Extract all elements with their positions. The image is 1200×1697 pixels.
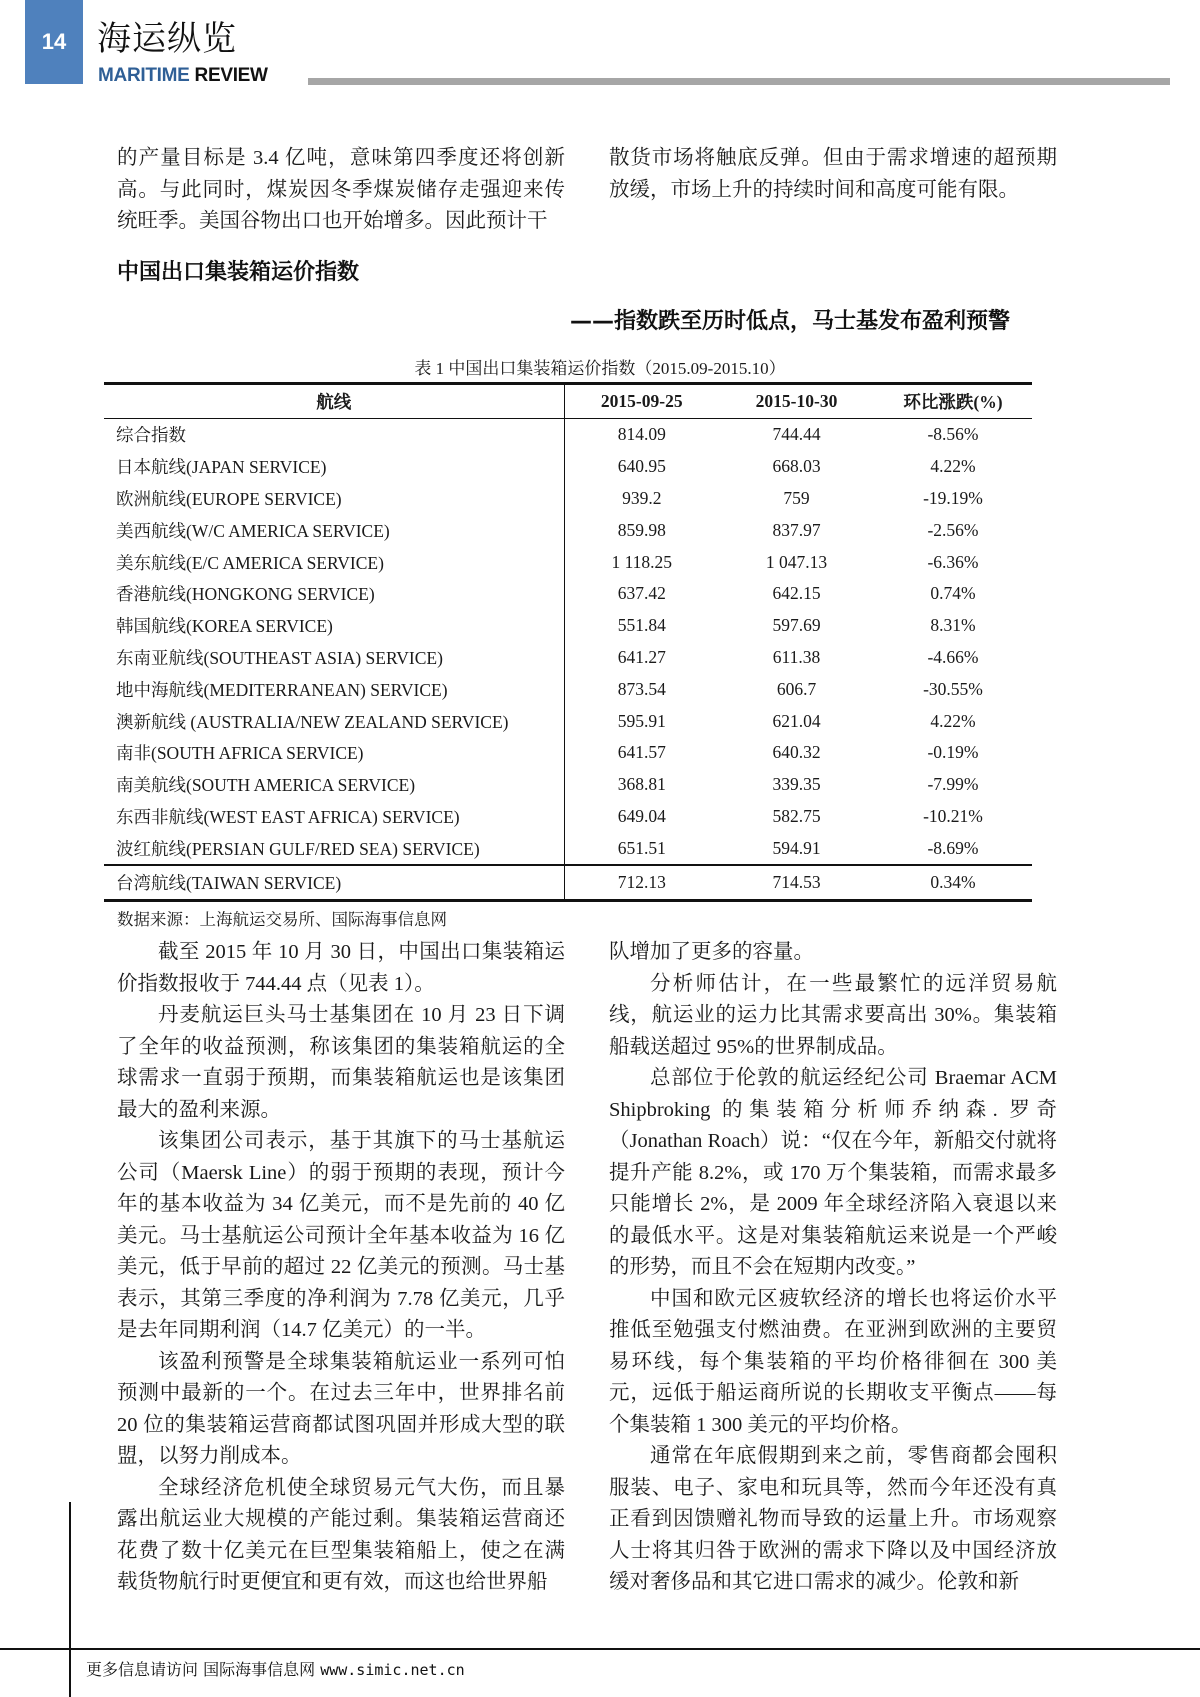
table-row	[104, 673, 1032, 705]
table-row	[104, 546, 1032, 578]
cell-value-2015-09-25: 368.81	[617, 774, 666, 795]
footer-text: 更多信息请访问 国际海事信息网	[86, 1660, 316, 1679]
footer-url-link[interactable]: www.simic.net.cn	[320, 1661, 465, 1679]
cell-value-2015-10-30: 640.32	[772, 742, 821, 763]
section-title: 中国出口集装箱运价指数	[117, 260, 360, 285]
paragraph: 该集团公司表示，基于其旗下的马士基航运公司（Maersk Line）的弱于预期的表现，预计今年的基本收益为 34 亿美元，而不是先前的 40 亿美元。马士基航运公司预计全年基本收益为 16 亿美元，低于早前的超过 22 亿美元的预测。马士基表示，其第三季度的净利润为 7.78 亿美元，几乎是去年同期利润（14.7 亿美元）的一半。	[117, 1130, 565, 1341]
footer-vertical-rule	[69, 1502, 71, 1697]
paragraph: 分析师估计，在一些最繁忙的远洋贸易航线，航运业的运力比其需求要高出 30%。集装箱船载送超过 95%的世界制成品。	[609, 972, 1057, 1058]
cell-value-2015-10-30: 714.53	[719, 865, 874, 901]
paragraph: 总部位于伦敦的航运经纪公司 Braemar ACM Shipbroking 的集装箱分析师乔纳森. 罗奇（Jonathan Roach）说：“仅在今年，新船交付就将提升产能 8.2%，或 170 万个集装箱，而需求最多只能增长 2%，是 2009 年全球经济陷入衰退以来的最低水平。这是对集装箱航运来说是一个严峻的形势，而且不会在短期内改变。”	[609, 1067, 1057, 1278]
cell-route: 波红航线(PERSIAN GULF/RED SEA) SERVICE)	[104, 832, 564, 865]
cell-value-2015-09-25: 814.09	[617, 424, 666, 445]
paragraph: 散货市场将触底反弹。但由于需求增速的超预期放缓，市场上升的持续时间和高度可能有限。	[609, 147, 1057, 201]
table-row	[104, 578, 1032, 610]
cell-change-percent: -8.69%	[927, 837, 979, 858]
table-row	[104, 419, 1032, 451]
cell-route: 东南亚航线(SOUTHEAST ASIA) SERVICE)	[104, 642, 564, 674]
column-header-date1: 2015-09-25	[564, 384, 719, 419]
table-header-row	[104, 384, 1032, 419]
column-header-change: 环比涨跌(%)	[874, 384, 1032, 419]
paragraph: 该盈利预警是全球集装箱航运业一系列可怕预测中最新的一个。在过去三年中，世界排名前 20 位的集装箱运营商都试图巩固并形成大型的联盟，以努力削成本。	[117, 1350, 565, 1467]
cell-value-2015-09-25: 641.57	[617, 742, 666, 763]
table-row	[104, 769, 1032, 801]
cell-change-percent: -2.56%	[927, 519, 979, 540]
magazine-title: 海运纵览	[97, 19, 237, 59]
cell-value-2015-09-25: 651.51	[617, 837, 666, 858]
section-subtitle: ——指数跌至历时低点，马士基发布盈利预警	[569, 309, 1010, 334]
body-right-column	[609, 937, 1057, 1599]
page-number: 14	[41, 29, 67, 54]
cell-route: 美东航线(E/C AMERICA SERVICE)	[104, 546, 564, 578]
cell-value-2015-09-25: 1 118.25	[611, 551, 673, 572]
body-left-column	[117, 937, 565, 1599]
table-caption: 表 1 中国出口集装箱运价指数（2015.09-2015.10）	[414, 359, 786, 378]
cell-route: 美西航线(W/C AMERICA SERVICE)	[104, 514, 564, 546]
cell-route: 澳新航线 (AUSTRALIA/NEW ZEALAND SERVICE)	[104, 705, 564, 737]
cell-change-percent: 0.34%	[874, 865, 1032, 901]
cell-value-2015-09-25: 595.91	[617, 710, 666, 731]
cell-value-2015-10-30: 597.69	[772, 615, 821, 636]
cell-route: 地中海航线(MEDITERRANEAN) SERVICE)	[104, 673, 564, 705]
table-row	[104, 483, 1032, 515]
magazine-subtitle	[98, 66, 268, 85]
cell-change-percent: 4.22%	[930, 456, 976, 477]
footer	[86, 1657, 465, 1680]
cell-value-2015-09-25: 640.95	[617, 456, 666, 477]
top-right-paragraph	[609, 143, 1057, 206]
cell-value-2015-10-30: 837.97	[772, 519, 821, 540]
cell-route: 南非(SOUTH AFRICA SERVICE)	[104, 737, 564, 769]
column-header-route: 航线	[104, 384, 564, 419]
cell-change-percent: -6.36%	[927, 551, 979, 572]
cell-route: 台湾航线(TAIWAN SERVICE)	[104, 865, 564, 901]
table-row	[104, 642, 1032, 674]
top-left-paragraph	[117, 143, 565, 238]
paragraph: 通常在年底假期到来之前，零售商都会囤积服装、电子、家电和玩具等，然而今年还没有真正看到因馈赠礼物而导致的运量上升。市场观察人士将其归咎于欧洲的需求下降以及中国经济放缓对奢侈品和其它进口需求的减少。伦敦和新	[609, 1445, 1057, 1593]
cell-change-percent: 0.74%	[930, 583, 976, 604]
cell-route: 韩国航线(KOREA SERVICE)	[104, 610, 564, 642]
table-row	[104, 514, 1032, 546]
table-row	[104, 451, 1032, 483]
cell-value-2015-09-25: 641.27	[617, 646, 666, 667]
paragraph: 全球经济危机使全球贸易元气大伤，而且暴露出航运业大规模的产能过剩。集装箱运营商还花费了数十亿美元在巨型集装箱船上，使之在满载货物航行时更便宜和更有效，而这也给世界船	[117, 1476, 565, 1593]
cell-route: 欧洲航线(EUROPE SERVICE)	[104, 483, 564, 515]
cell-value-2015-10-30: 1 047.13	[765, 551, 828, 572]
table-row	[104, 832, 1032, 865]
footer-horizontal-rule	[0, 1648, 1200, 1650]
paragraph: 截至 2015 年 10 月 30 日，中国出口集装箱运价指数报收于 744.44 点（见表 1）。	[117, 941, 565, 995]
cell-route: 综合指数	[104, 419, 564, 451]
cell-change-percent: 8.31%	[930, 615, 976, 636]
table-row	[104, 705, 1032, 737]
cell-route: 香港航线(HONGKONG SERVICE)	[104, 578, 564, 610]
cell-change-percent: -7.99%	[927, 774, 979, 795]
paragraph: 队增加了更多的容量。	[609, 941, 814, 963]
table-row	[104, 737, 1032, 769]
header-rule	[308, 78, 1170, 85]
cell-value-2015-09-25: 637.42	[617, 583, 666, 604]
cell-value-2015-10-30: 582.75	[772, 805, 821, 826]
cell-route: 南美航线(SOUTH AMERICA SERVICE)	[104, 769, 564, 801]
cell-value-2015-09-25: 649.04	[617, 805, 666, 826]
cell-value-2015-09-25: 551.84	[617, 615, 666, 636]
cell-change-percent: -19.19%	[923, 487, 983, 508]
cell-value-2015-09-25: 859.98	[617, 519, 666, 540]
cell-change-percent: -10.21%	[923, 805, 983, 826]
cell-change-percent: -4.66%	[927, 646, 979, 667]
table-row	[104, 801, 1032, 833]
cell-route: 东西非航线(WEST EAST AFRICA) SERVICE)	[104, 801, 564, 833]
cell-value-2015-09-25: 873.54	[617, 678, 666, 699]
cell-value-2015-10-30: 339.35	[772, 774, 821, 795]
cell-value-2015-10-30: 611.38	[772, 646, 821, 667]
cell-value-2015-10-30: 594.91	[772, 837, 821, 858]
cell-value-2015-10-30: 744.44	[772, 424, 821, 445]
paragraph: 丹麦航运巨头马士基集团在 10 月 23 日下调了全年的收益预测，称该集团的集装箱航运的全球需求一直弱于预期，而集装箱航运也是该集团最大的盈利来源。	[117, 1004, 565, 1121]
cell-change-percent: -8.56%	[927, 424, 979, 445]
paragraph: 中国和欧元区疲软经济的增长也将运价水平推低至勉强支付燃油费。在亚洲到欧洲的主要贸易环线，每个集装箱的平均价格徘徊在 300 美元，远低于船运商所说的长期收支平衡点——每个集装箱 1 300 美元的平均价格。	[609, 1287, 1057, 1436]
cell-value-2015-09-25: 712.13	[564, 865, 719, 901]
freight-index-table	[104, 382, 1032, 902]
paragraph: 的产量目标是 3.4 亿吨，意味第四季度还将创新高。与此同时，煤炭因冬季煤炭储存走强迎来传统旺季。美国谷物出口也开始增多。因此预计干	[117, 147, 565, 232]
table-source-note: 数据来源：上海航运交易所、国际海事信息网	[117, 910, 447, 929]
page-number-badge	[25, 0, 83, 84]
cell-route: 日本航线(JAPAN SERVICE)	[104, 451, 564, 483]
cell-change-percent: -30.55%	[923, 678, 983, 699]
cell-change-percent: -0.19%	[927, 742, 979, 763]
cell-value-2015-09-25: 939.2	[622, 487, 662, 508]
cell-value-2015-10-30: 642.15	[772, 583, 821, 604]
cell-value-2015-10-30: 668.03	[772, 456, 821, 477]
cell-value-2015-10-30: 621.04	[772, 710, 821, 731]
cell-value-2015-10-30: 606.7	[776, 678, 817, 699]
table-row-last	[104, 865, 1032, 901]
column-header-date2: 2015-10-30	[719, 384, 874, 419]
cell-value-2015-10-30: 759	[783, 487, 810, 508]
table-row	[104, 610, 1032, 642]
magazine-subtitle-review: REVIEW	[194, 65, 268, 86]
magazine-subtitle-maritime: MARITIME	[98, 65, 190, 86]
cell-change-percent: 4.22%	[930, 710, 976, 731]
